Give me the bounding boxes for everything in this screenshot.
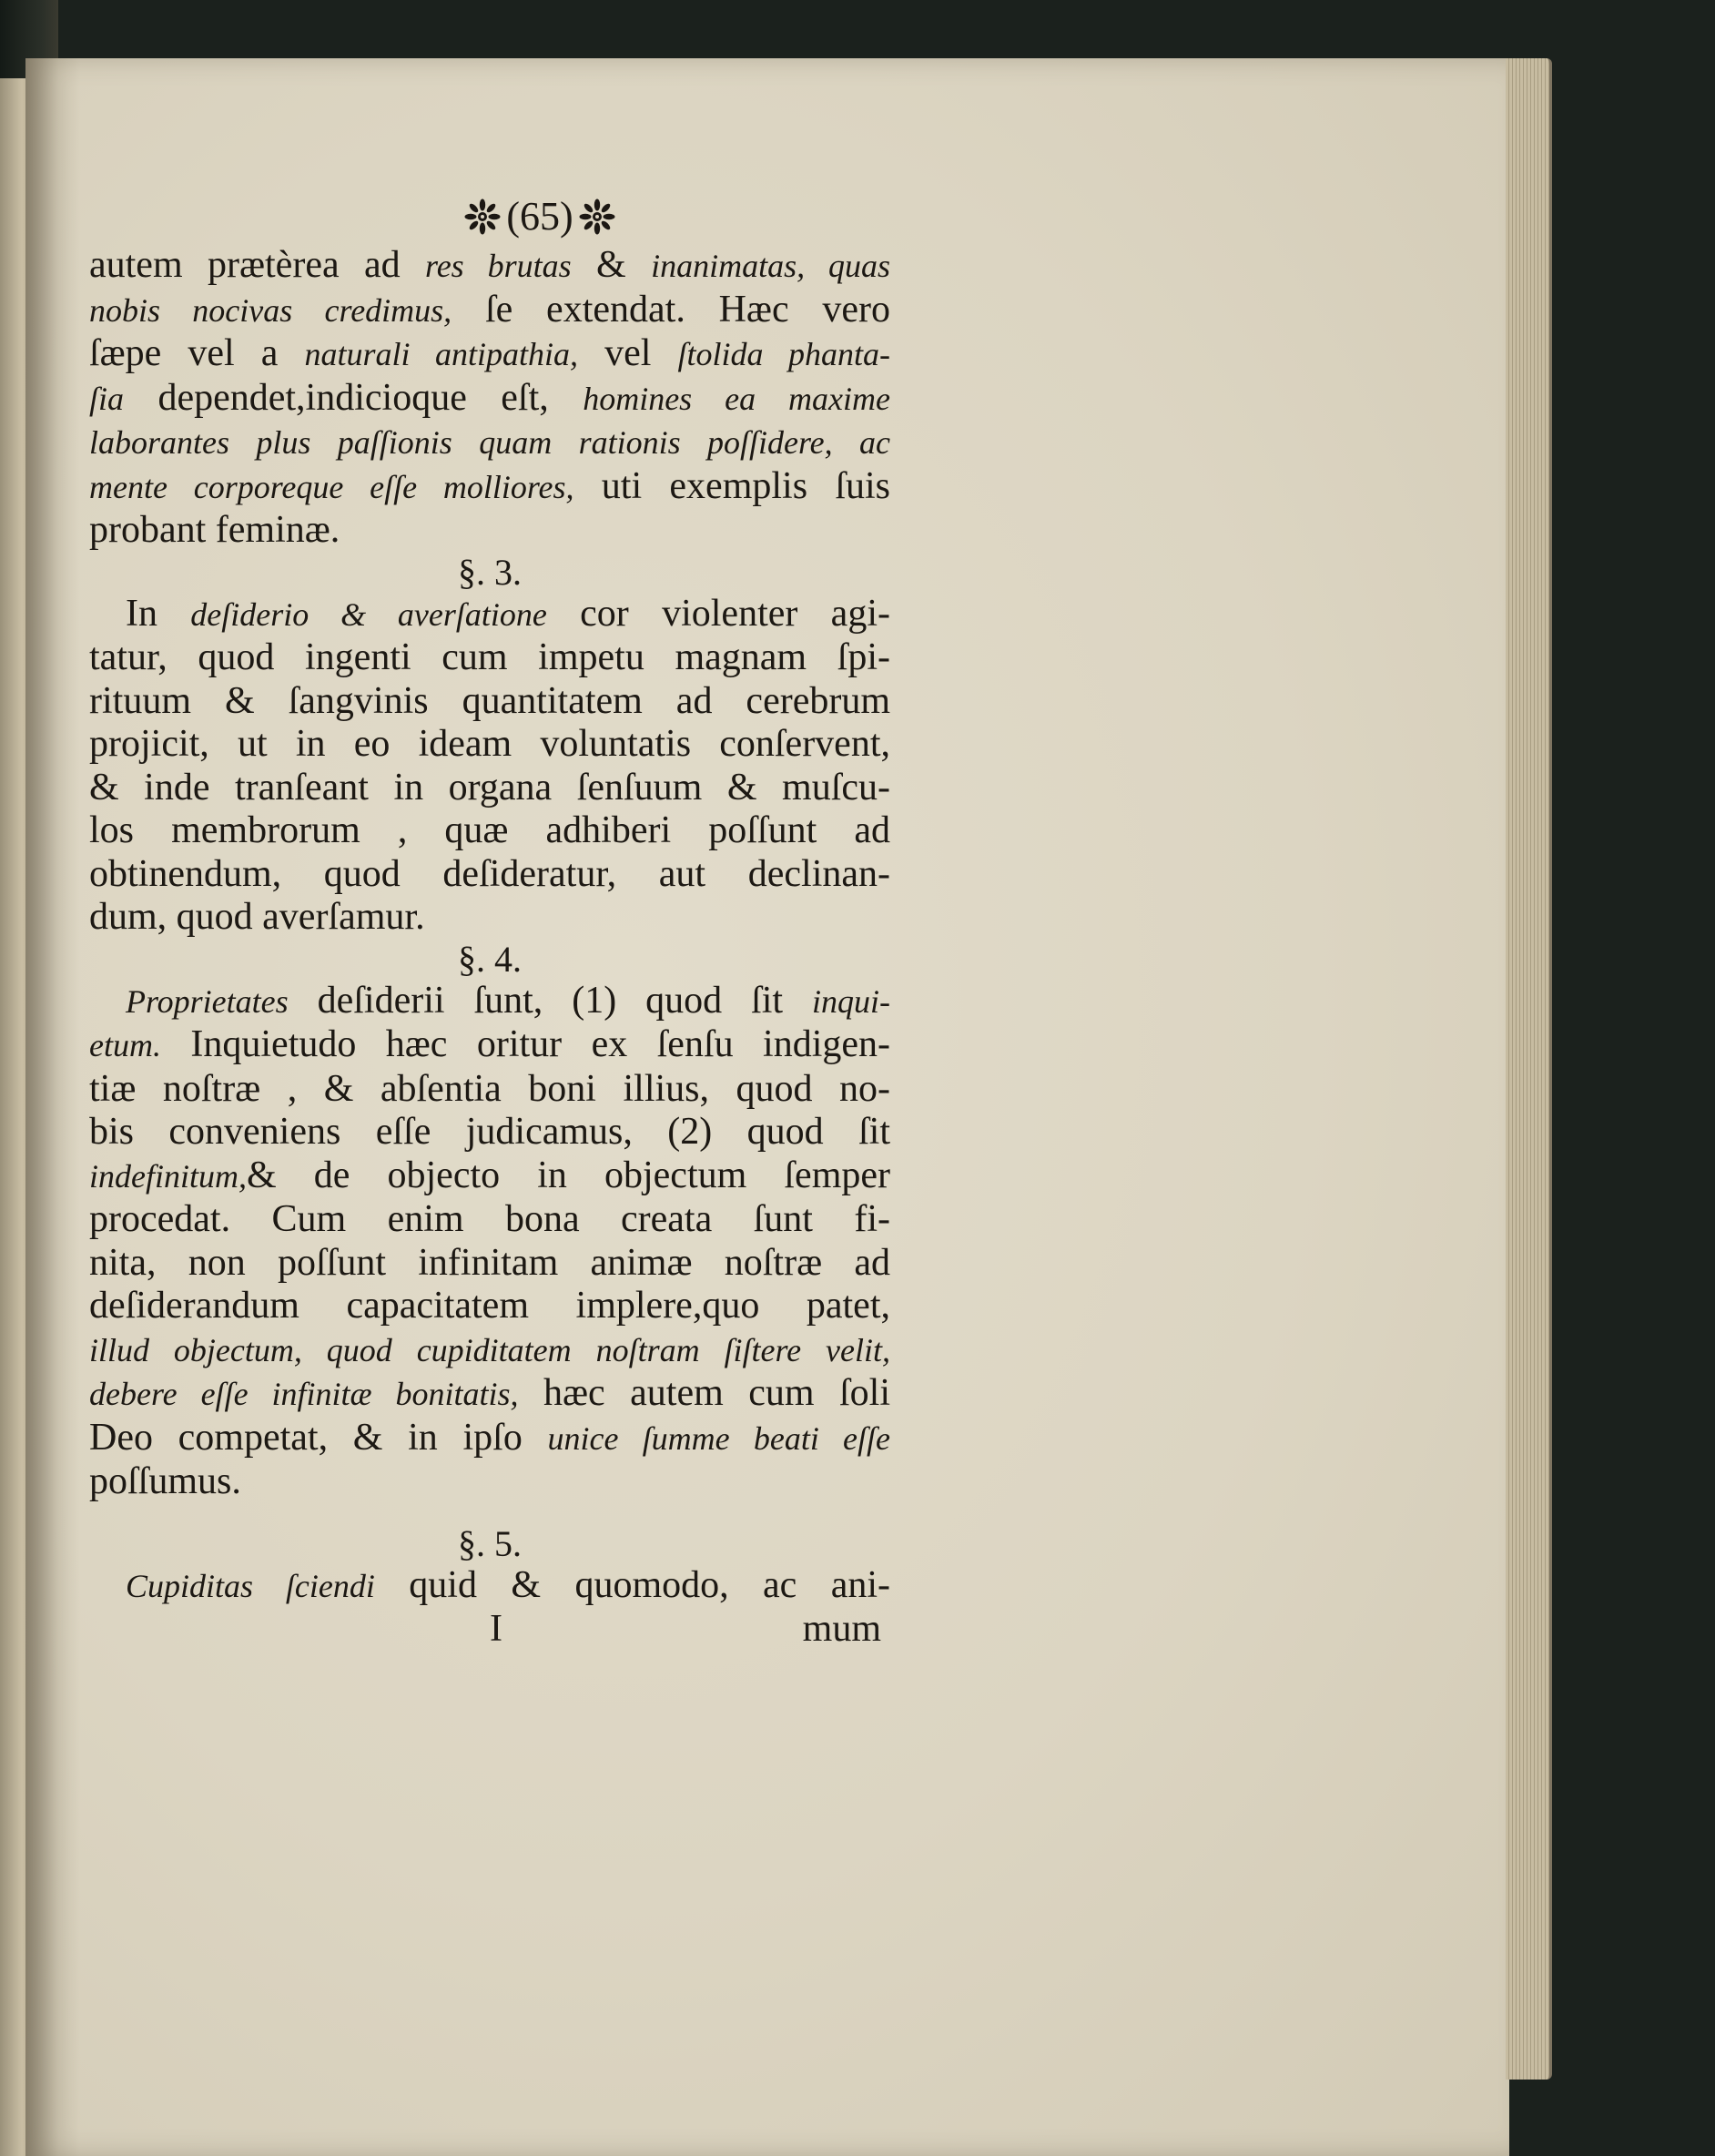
italic-text: deſiderio & averſatione xyxy=(190,595,547,633)
roman-text: tatur, quod ingenti cum impetu magnam ſpi- xyxy=(89,636,890,678)
text-line xyxy=(89,1417,890,1461)
section-heading-5: §. 5. xyxy=(458,1522,522,1564)
roman-text: & inde tranſeant in organa ſenſuum & muſcu- xyxy=(89,766,890,808)
page-stack-edge xyxy=(1506,58,1552,2080)
text-line xyxy=(89,377,890,422)
text-line xyxy=(89,465,890,510)
text-line xyxy=(89,809,890,853)
roman-text: bis conveniens eſſe judicamus, (2) quod ſit xyxy=(89,1111,890,1153)
roman-text: & xyxy=(571,244,652,286)
text-line xyxy=(89,723,890,767)
roman-text: quid & quomodo, ac ani- xyxy=(374,1563,890,1606)
roman-text: deſiderii ſunt, (1) quod ſit xyxy=(288,979,812,1022)
text-line xyxy=(89,332,890,377)
italic-text: Cupiditas ſciendi xyxy=(126,1567,375,1604)
roman-text: probant feminæ. xyxy=(89,509,340,551)
section-heading-3: §. 3. xyxy=(458,551,522,593)
catchword: mum xyxy=(802,1608,881,1650)
text-line xyxy=(89,680,890,724)
section-heading-4: §. 4. xyxy=(458,938,522,980)
italic-text: debere eſſe infinitæ bonitatis, xyxy=(89,1376,519,1412)
roman-text: In xyxy=(126,592,191,635)
roman-text: nita, non poſſunt infinitam animæ noſtræ ad xyxy=(89,1241,890,1284)
text-line xyxy=(89,1198,890,1242)
text-line xyxy=(89,289,890,333)
text-line xyxy=(89,244,890,289)
page-text xyxy=(89,193,890,1652)
text-line xyxy=(89,1564,890,1609)
paragraph-4 xyxy=(89,980,890,1504)
text-line xyxy=(89,896,890,940)
italic-text: mente corporeque eſſe molliores, xyxy=(89,468,574,505)
text-line xyxy=(89,509,890,553)
roman-text: dependet,indicioque eſt, xyxy=(124,376,584,419)
roman-text: hæc autem cum ſoli xyxy=(518,1372,891,1414)
flower-ornament-icon xyxy=(579,198,615,235)
text-line xyxy=(89,853,890,897)
page-gutter-shadow xyxy=(25,58,80,2156)
page-number: (65) xyxy=(506,194,573,239)
text-line xyxy=(89,1460,890,1504)
roman-text: dum, quod averſamur. xyxy=(89,896,425,938)
text-line xyxy=(89,1023,890,1068)
roman-text: ſæpe vel a xyxy=(89,332,305,374)
text-line xyxy=(89,636,890,680)
running-header xyxy=(189,193,890,240)
roman-text: los membrorum , quæ adhiberi poſſunt ad xyxy=(89,809,890,851)
roman-text: vel xyxy=(578,332,678,374)
signature-mark: I xyxy=(490,1608,502,1650)
text-line xyxy=(89,980,890,1024)
roman-text: tiæ noſtræ , & abſentia boni illius, quod no- xyxy=(89,1067,890,1110)
italic-text: ſtolida phanta- xyxy=(677,336,890,372)
roman-text: poſſumus. xyxy=(89,1460,241,1502)
text-line xyxy=(89,1285,890,1328)
roman-text: & de objecto in objectum ſemper xyxy=(247,1154,890,1196)
roman-text: autem prætèrea ad xyxy=(89,244,426,286)
paragraph-3 xyxy=(89,593,890,940)
italic-text: illud objectum, quod cupiditatem noſtram ſiſtere velit, xyxy=(89,1331,890,1368)
roman-text: deſiderandum capacitatem implere,quo patet, xyxy=(89,1285,890,1327)
roman-text: procedat. Cum enim bona creata ſunt fi- xyxy=(89,1198,890,1240)
roman-text: rituum & ſangvinis quantitatem ad cerebrum xyxy=(89,679,890,722)
italic-text: nobis nocivas credimus, xyxy=(89,291,452,329)
text-line xyxy=(89,1068,890,1112)
text-line xyxy=(89,1328,890,1373)
italic-text: naturali antipathia, xyxy=(304,336,579,372)
italic-text: Proprietates xyxy=(126,982,289,1020)
roman-text: Inquietudo hæc oritur ex ſenſu indigen- xyxy=(160,1023,890,1065)
text-line xyxy=(89,1242,890,1286)
italic-text: ſia xyxy=(89,380,125,417)
italic-text: homines ea maxime xyxy=(583,380,890,417)
italic-text: inqui- xyxy=(812,982,890,1020)
paragraph-5 xyxy=(89,1564,890,1609)
text-line xyxy=(89,421,890,465)
text-line xyxy=(89,593,890,637)
italic-text: etum. xyxy=(89,1027,161,1063)
roman-text: uti exemplis ſuis xyxy=(573,464,891,507)
text-line xyxy=(89,767,890,810)
italic-text: unice ſumme beati eſſe xyxy=(547,1419,890,1457)
text-line xyxy=(89,1111,890,1154)
text-line xyxy=(89,1372,890,1417)
page-footer xyxy=(89,1608,890,1652)
roman-text: Deo competat, & in ipſo xyxy=(89,1416,548,1459)
italic-text: inanimatas, quas xyxy=(651,248,891,284)
roman-text: obtinendum, quod deſideratur, aut declinan- xyxy=(89,852,890,895)
paragraph-continuation xyxy=(89,244,890,553)
roman-text: ſe extendat. Hæc vero xyxy=(452,288,890,331)
italic-text: indefinitum, xyxy=(89,1157,247,1195)
italic-text: res brutas xyxy=(425,248,572,284)
flower-ornament-icon xyxy=(464,198,501,235)
italic-text: laborantes plus paſſionis quam rationis poſſidere, ac xyxy=(89,424,890,461)
roman-text: cor violenter agi- xyxy=(546,592,890,635)
text-line xyxy=(89,1154,890,1199)
roman-text: projicit, ut in eo ideam voluntatis conſervent, xyxy=(89,723,890,765)
